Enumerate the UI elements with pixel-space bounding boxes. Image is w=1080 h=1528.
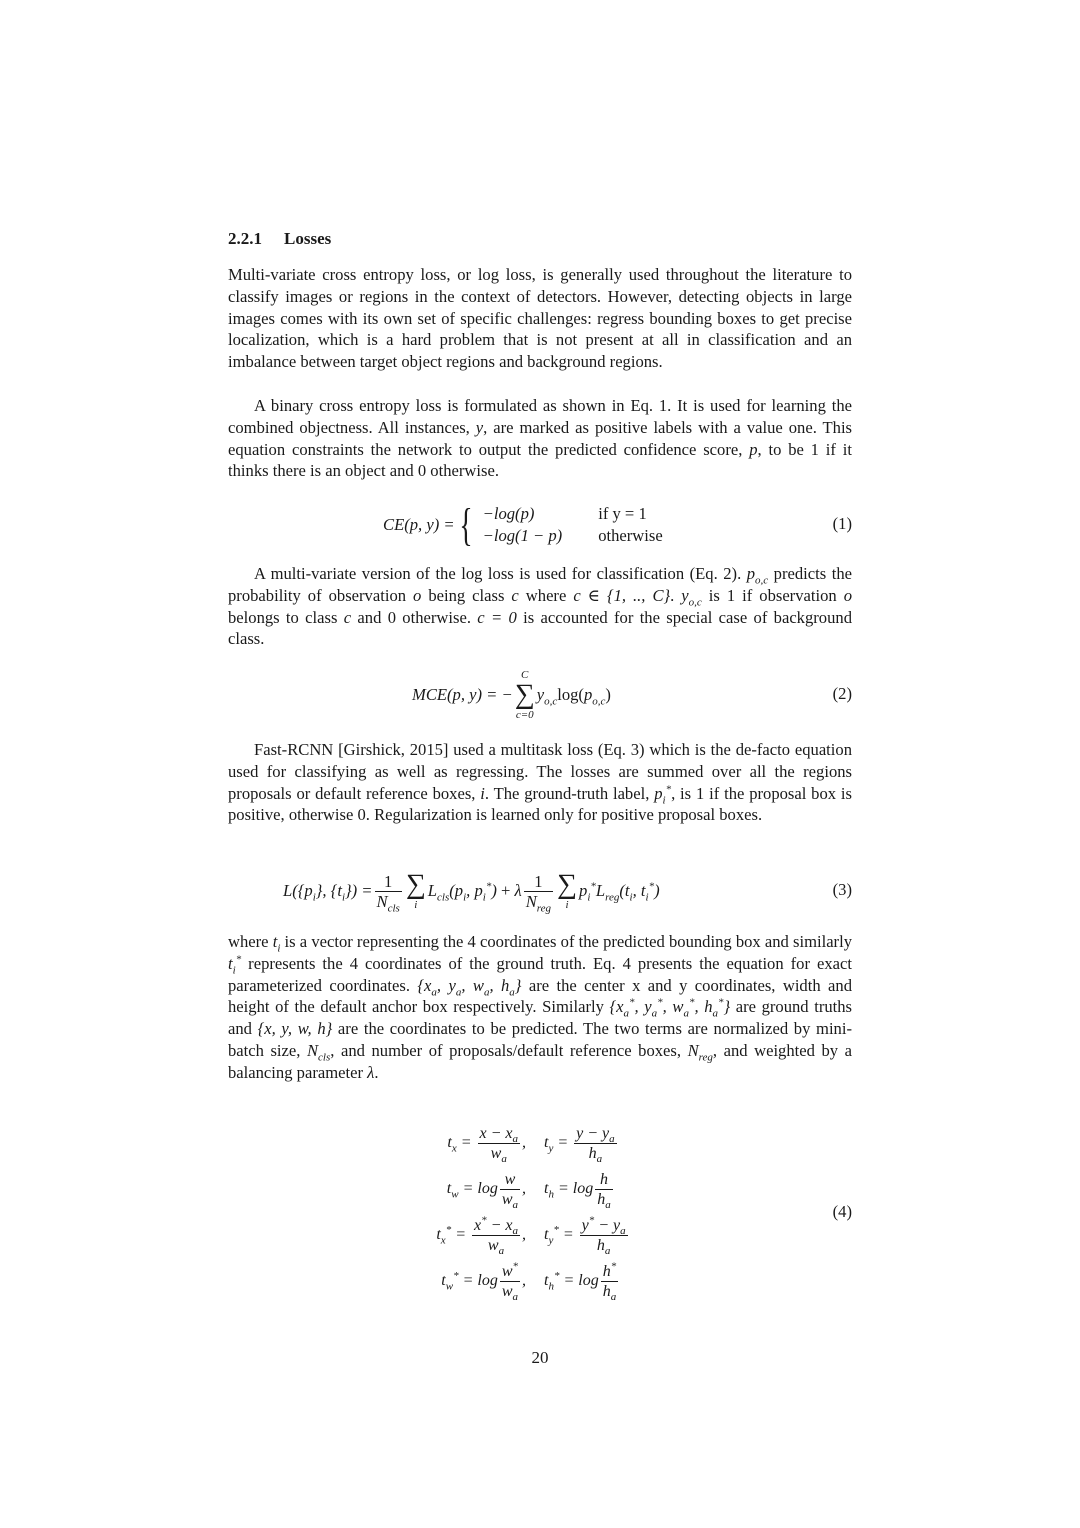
eq1-cond1: if y = 1 xyxy=(598,504,647,523)
eq1-lhs: CE(p, y) = xyxy=(383,515,455,534)
math-var: o xyxy=(843,585,852,605)
equation-1 xyxy=(228,496,852,554)
math-var: $N_{reg}$ xyxy=(687,1040,713,1064)
text-run: , to be 1 if it thinks there is an object and 0 otherwise. xyxy=(228,439,852,481)
math-var: p xyxy=(749,439,758,459)
sum-lower: c=0 xyxy=(515,709,534,721)
eq3-reg-term: $p_i^*L_{reg}(t_i$, $t_i^*$) xyxy=(579,880,660,904)
text-run: predicts the probability of observation xyxy=(228,564,852,605)
paragraph-4 xyxy=(228,739,852,826)
math-var: i xyxy=(480,783,485,803)
math-var: $p_i^*$ xyxy=(654,783,672,806)
math-expr: c ∈ {1, .., C} xyxy=(573,585,671,605)
eq4-row-3: $t_x^*$ = $\frac{x^* - x_a}{w_a}$ , $t_y^*$ = $\frac{y^* - y_a}{h_a}$ xyxy=(436,1214,626,1257)
text-run: is accounted for the special case of background class. xyxy=(228,607,852,649)
text-run: . xyxy=(670,585,682,605)
text-run: , and weighted by a balancing parameter xyxy=(228,1040,852,1082)
eq4-number: (4) xyxy=(832,1202,852,1221)
eq3-number: (3) xyxy=(832,880,852,899)
text-run: are the coordinates to be predicted. The two terms are normalized by mini-batch size, xyxy=(228,1019,852,1060)
text-run: . xyxy=(374,1062,379,1082)
text-run: where xyxy=(518,585,574,605)
math-var: c xyxy=(511,585,519,605)
text-run: are the center x and y coordinates, width and height of the default anchor box respectively. Similarly xyxy=(228,975,852,1017)
eq4-row-2: $t_w = \log$ $\frac{w}{w_a}$ , $t_h = \log$ $\frac{h}{h_a}$ xyxy=(446,1170,611,1211)
math-expr: {x, y, w, h} xyxy=(257,1019,333,1039)
text-run: represents the 4 coordinates of the ground truth. Eq. 4 presents the equation for exact parameterized coordinates. xyxy=(228,953,852,995)
eq1-cases xyxy=(477,503,669,547)
text-run: belongs to class xyxy=(228,607,344,627)
text-run: . The ground-truth label, xyxy=(484,783,655,803)
left-brace: { xyxy=(458,499,473,550)
summation-symbol: ∑ i xyxy=(405,869,426,911)
section-title: Losses xyxy=(284,229,332,248)
math-expr: {$x_a^*$, $y_a^*$, $w_a^*$, $h_a^*$} xyxy=(609,996,731,1020)
section-heading xyxy=(228,229,331,249)
eq3-cls-term: $L_{cls}(p_i$, $p_i^*) + \lambda$ xyxy=(427,880,522,904)
paragraph-1 xyxy=(228,264,852,373)
eq1-case1: −log(p) xyxy=(482,504,535,523)
eq4-row-4: $t_w^* = \log$ $\frac{w^*}{w_a}$ , $t_h^* = \log$ $\frac{h^*}{h_a}$ xyxy=(441,1260,617,1303)
text-run: A multi-variate version of the log loss is used for classification (Eq. 2). xyxy=(254,564,747,583)
math-var: λ xyxy=(367,1062,375,1082)
math-expr: c = 0 xyxy=(477,607,517,627)
eq1-cond2: otherwise xyxy=(598,526,663,545)
math-var: $y_{o,c}$ xyxy=(681,585,702,609)
summation-symbol: C ∑ c=0 xyxy=(514,669,535,721)
text-run: is 1 if observation xyxy=(701,585,844,605)
math-var: y xyxy=(475,417,484,437)
text-run: A binary cross entropy loss is formulated as shown in Eq. 1. It is used for learning the combined objectness. All instances, xyxy=(228,396,852,437)
page-number: 20 xyxy=(531,1348,549,1367)
paragraph-2 xyxy=(228,395,852,482)
math-expr: {$x_a$, $y_a$, $w_a$, $h_a$} xyxy=(417,975,522,998)
eq2-body: $y_{o,c}\log(p_{o,c})$ xyxy=(536,685,611,708)
math-var: $t_i$ xyxy=(272,932,281,955)
summation-symbol: ∑ i xyxy=(557,869,578,911)
math-var: o xyxy=(413,585,422,605)
eq1-case2: −log(1 − p) xyxy=(482,526,563,545)
eq1-number: (1) xyxy=(832,514,852,533)
text-run: being class xyxy=(421,585,512,605)
text-run: is a vector representing the 4 coordinates of the predicted bounding box and similarly xyxy=(280,932,852,951)
eq3-lhs: $L(\{p_i\}$, $\{t_i\}$) = xyxy=(283,881,373,904)
text-run: Fast-RCNN [Girshick, 2015] used a multitask loss (Eq. 3) which is the de-facto equation used for classifying as well as regressing. The losses are summed over all the regions proposals or default reference boxes, xyxy=(228,740,852,803)
equation-3 xyxy=(228,862,852,920)
text-run: , are marked as positive labels with a value one. This equation constraints the network to output the predicted confidence score, xyxy=(228,417,853,459)
math-var: $p_{o,c}$ xyxy=(746,564,769,587)
section-number: 2.2.1 xyxy=(228,229,262,248)
eq2-number: (2) xyxy=(832,684,852,703)
equation-4 xyxy=(228,1120,852,1304)
sum-upper: C xyxy=(521,669,529,681)
text-run: and 0 otherwise. xyxy=(351,607,478,627)
eq3-frac-reg: $\frac{1}{N_{reg}}$ xyxy=(525,871,552,914)
text-run: , and number of proposals/default reference boxes, xyxy=(330,1040,688,1060)
text-run: , is 1 if the proposal box is positive, otherwise 0. Regularization is learned only for positive proposal boxes. xyxy=(228,783,852,825)
eq3-frac-cls: $\frac{1}{N_{cls}}$ xyxy=(376,871,400,914)
math-var: c xyxy=(343,607,352,627)
paragraph-3 xyxy=(228,563,852,650)
math-var: $N_{cls}$ xyxy=(306,1040,331,1064)
text-run: where xyxy=(228,932,273,951)
equation-2 xyxy=(228,662,852,728)
paragraph-text: Multi-variate cross entropy loss, or log loss, is generally used throughout the literature to classify images or regions in the context of detectors. However, detecting objects in large images comes with its own set of specific challenges: regress bounding boxes to get precise localization, which is a hard problem that is not present at all in classification and an imbalance between target object regions and background regions. xyxy=(228,265,852,372)
paragraph-5 xyxy=(228,931,852,1084)
math-var: $t_i^*$ xyxy=(228,953,242,977)
eq2-lhs: MCE(p, y) = − xyxy=(412,685,513,704)
eq4-row-1: $t_x$ = $\frac{x - x_a}{w_a}$ , $t_y$ = $\frac{y - y_a}{h_a}$ xyxy=(447,1124,615,1165)
text-run: are ground truths and xyxy=(228,997,853,1039)
